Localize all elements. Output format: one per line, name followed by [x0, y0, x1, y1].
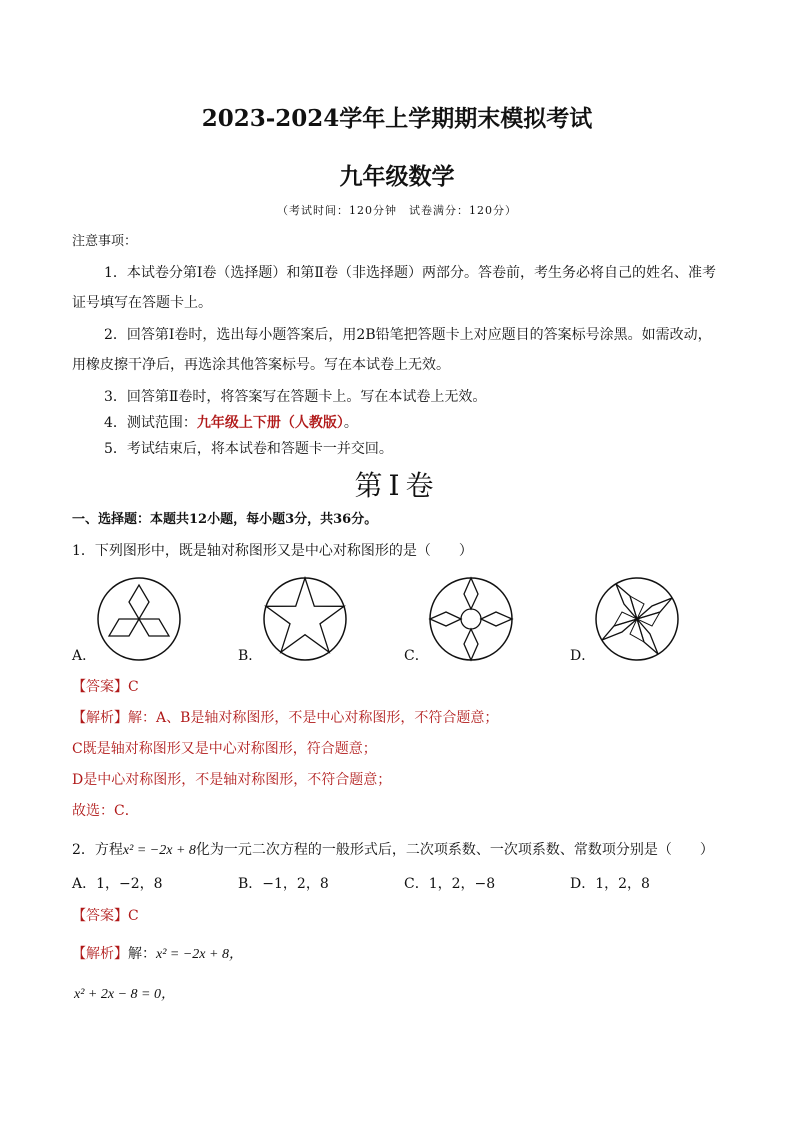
q2-analysis-eq1: x² = −2x + 8， [156, 947, 243, 962]
exam-info: （考试时间：120分钟 试卷满分：120分） [277, 204, 517, 217]
q2-analysis-eq2: x² + 2x − 8 = 0， [74, 987, 175, 1002]
q2-analysis-prefix: 解： [128, 946, 156, 962]
notice-heading: 注意事项： [72, 234, 138, 249]
q1-analysis-line2: C既是轴对称图形又是中心对称图形，符合题意； [72, 741, 377, 757]
q2-equation: x² = −2x + 8 [122, 843, 196, 858]
q2-analysis-label: 【解析】 [72, 946, 128, 962]
q2-stem-prefix: 2．方程 [72, 842, 123, 858]
q1-figure-c [428, 576, 514, 662]
notice-item-2-line1: 2．回答第Ⅰ卷时，选出每小题答案后，用2B铅笔把答题卡上对应题目的答案标号涂黑。如需改动， [104, 327, 712, 343]
q2-option-a: A．1，−2，8 [72, 876, 163, 892]
notice-item-1-line1: 1．本试卷分第Ⅰ卷（选择题）和第Ⅱ卷（非选择题）两部分。答卷前，考生务必将自己的姓名、准考 [104, 265, 716, 281]
q2-option-b: B．−1，2，8 [238, 876, 329, 892]
notice-item-4 [104, 413, 358, 433]
notice-item-5: 5．考试结束后，将本试卷和答题卡一并交回。 [104, 441, 393, 457]
q1-option-b-label: B． [238, 648, 263, 664]
section-heading: 一、选择题：本题共12小题，每小题3分，共36分。 [72, 512, 378, 527]
q1-analysis-line1 [72, 708, 498, 728]
volume-heading: 第Ⅰ卷 [354, 469, 440, 502]
notice-item-4-suffix: 。 [343, 415, 358, 431]
q1-option-d-label: D． [570, 648, 596, 664]
q1-figure-b [262, 576, 348, 662]
page-title: 2023-2024学年上学期期末模拟考试 [201, 105, 593, 132]
notice-item-4-prefix: 4．测试范围： [104, 415, 197, 431]
q1-figure-a [96, 576, 182, 662]
q1-analysis-label: 【解析】 [72, 710, 128, 726]
q1-analysis-text-1: 解：A、B是轴对称图形，不是中心对称图形，不符合题意； [128, 710, 499, 726]
q2-stem [72, 840, 714, 861]
page-subtitle: 九年级数学 [339, 163, 455, 190]
q2-option-d: D．1，2，8 [570, 876, 650, 892]
notice-item-1-line2: 证号填写在答题卡上。 [72, 295, 212, 311]
q2-answer-value: C [128, 908, 139, 924]
q1-option-a-label: A． [72, 648, 97, 664]
notice-item-3: 3．回答第Ⅱ卷时，将答案写在答题卡上。写在本试卷上无效。 [104, 389, 487, 405]
q2-analysis-line1 [72, 944, 243, 965]
q2-answer [72, 906, 139, 926]
q1-answer [72, 677, 139, 697]
q1-stem: 1．下列图形中，既是轴对称图形又是中心对称图形的是（ ） [72, 543, 473, 559]
q1-option-c-label: C． [404, 648, 429, 664]
notice-item-2-line2: 用橡皮擦干净后，再选涂其他答案标号。写在本试卷上无效。 [72, 357, 450, 373]
q1-conclusion: 故选：C． [72, 803, 139, 819]
test-scope: 九年级上下册（人教版） [196, 415, 344, 431]
q2-stem-suffix: 化为一元二次方程的一般形式后，二次项系数、一次项系数、常数项分别是（ ） [195, 842, 714, 858]
q2-answer-label: 【答案】 [72, 908, 128, 924]
q1-figure-d [594, 576, 680, 662]
q1-analysis-line3: D是中心对称图形，不是轴对称图形，不符合题意； [72, 772, 392, 788]
q1-answer-value: C [128, 679, 139, 695]
q2-option-c: C．1，2，−8 [404, 876, 496, 892]
q1-answer-label: 【答案】 [72, 679, 128, 695]
